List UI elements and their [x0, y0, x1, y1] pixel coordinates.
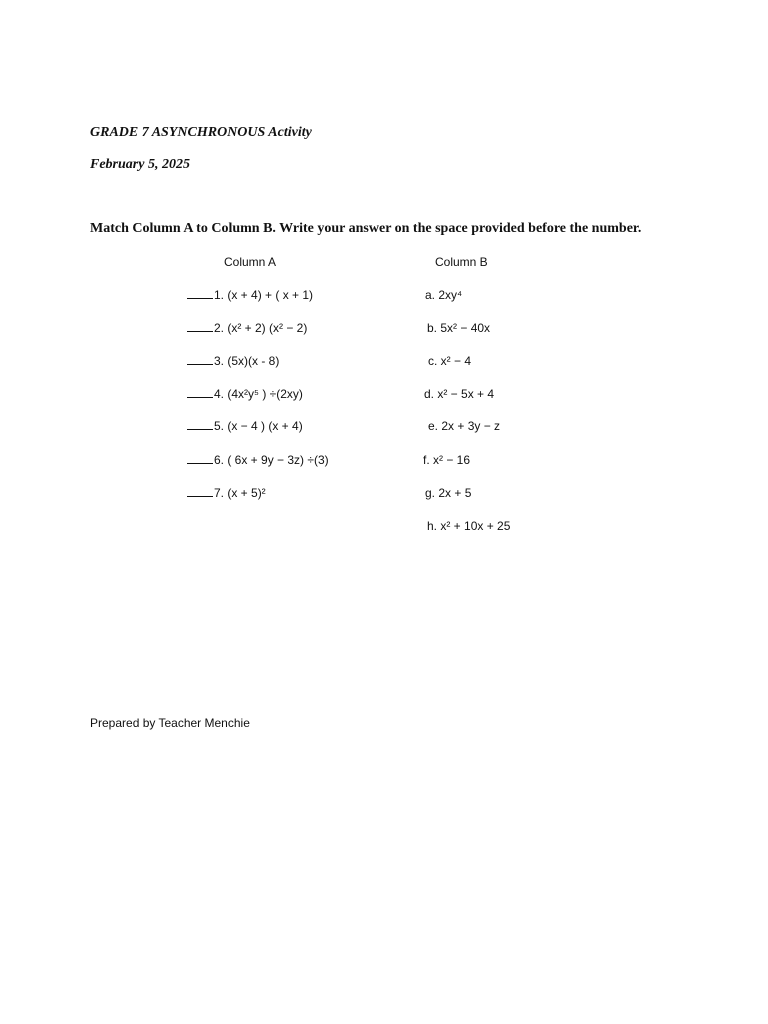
- answer-blank[interactable]: [187, 288, 213, 299]
- answer-blank[interactable]: [187, 486, 213, 497]
- column-a-item-text: 7. (x + 5)²: [214, 486, 266, 500]
- column-b-item: c. x² − 4: [428, 354, 472, 368]
- column-a-item: [187, 354, 279, 368]
- column-a-item-text: 3. (5x)(x - 8): [214, 354, 280, 368]
- column-b-item: a. 2xy⁴: [425, 288, 463, 302]
- column-a-item: [187, 321, 307, 335]
- column-b-item: b. 5x² − 40x: [427, 321, 491, 335]
- column-a-item: [187, 419, 303, 433]
- column-b-item: e. 2x + 3y − z: [428, 419, 501, 433]
- prepared-by: Prepared by Teacher Menchie: [90, 716, 250, 730]
- column-b-heading: Column B: [435, 255, 488, 269]
- answer-blank[interactable]: [187, 387, 213, 398]
- answer-blank[interactable]: [187, 453, 213, 464]
- column-b-item: g. 2x + 5: [425, 486, 472, 500]
- column-a-item-text: 6. ( 6x + 9y − 3z) ÷(3): [214, 453, 329, 467]
- column-a-item-text: 1. (x + 4) + ( x + 1): [214, 288, 314, 302]
- answer-blank[interactable]: [187, 321, 213, 332]
- column-b-item: f. x² − 16: [423, 453, 471, 467]
- instructions: Match Column A to Column B. Write your answer on the space provided before the number.: [90, 221, 642, 236]
- column-a-item-text: 4. (4x²y⁵ ) ÷(2xy): [214, 387, 303, 401]
- document-title: GRADE 7 ASYNCHRONOUS Activity: [90, 125, 312, 140]
- column-a-item: [187, 453, 329, 467]
- document-date: February 5, 2025: [90, 157, 190, 172]
- column-a-item: [187, 288, 313, 302]
- column-a-item-text: 2. (x² + 2) (x² − 2): [214, 321, 308, 335]
- column-a-item: [187, 486, 266, 500]
- column-a-heading: Column A: [224, 255, 277, 269]
- column-a-item-text: 5. (x − 4 ) (x + 4): [214, 419, 303, 433]
- answer-blank[interactable]: [187, 354, 213, 365]
- column-b-item: h. x² + 10x + 25: [427, 519, 511, 533]
- column-a-item: [187, 387, 303, 401]
- answer-blank[interactable]: [187, 419, 213, 430]
- column-b-item: d. x² − 5x + 4: [424, 387, 495, 401]
